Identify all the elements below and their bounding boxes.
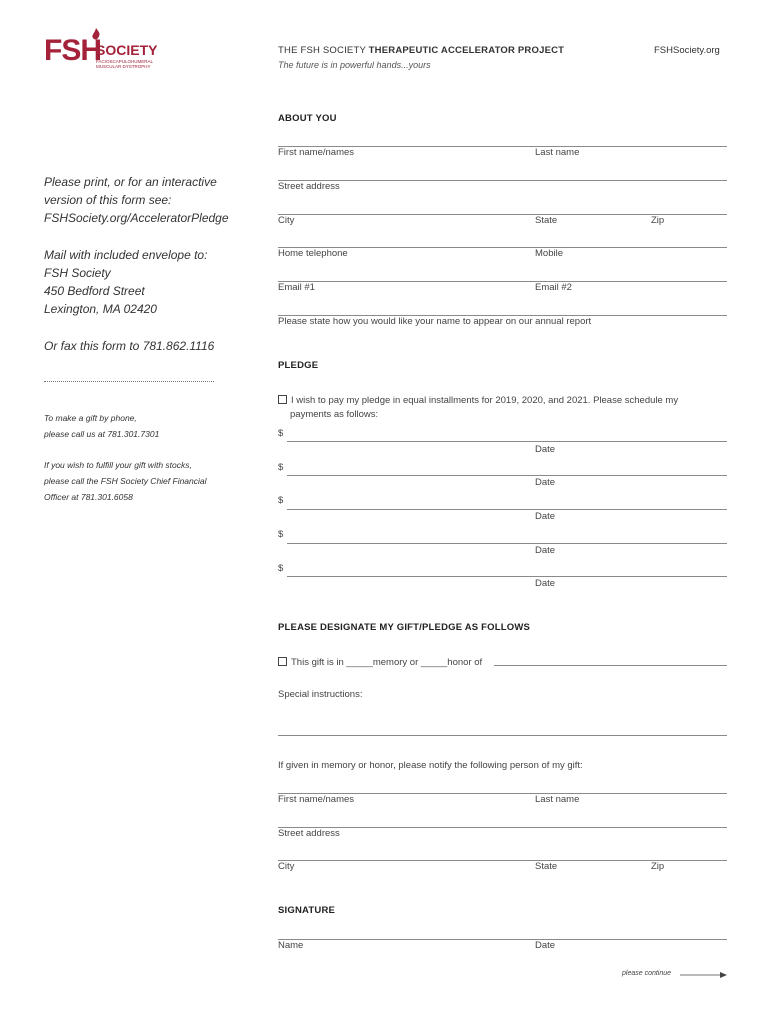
header-tagline: The future is in powerful hands...yours [278,60,431,70]
notify-first-name-field[interactable]: First name/names [278,794,355,805]
sidebar-print-line: version of this form see: [44,193,172,207]
payment-amount-field[interactable] [287,576,727,577]
sidebar-mail-info [44,246,207,318]
sidebar-stock-line: If you wish to fulfill your gift with stocks, [44,460,192,470]
header-site: FSHSociety.org [654,45,720,56]
memory-honor-option[interactable] [278,657,482,668]
dollar-sign: $ [278,428,284,439]
sidebar-stock-line: Officer at 781.301.6058 [44,492,133,502]
home-telephone-field[interactable]: Home telephone [278,248,348,259]
about-heading: ABOUT YOU [278,113,337,124]
sidebar-divider [44,381,214,382]
payment-date-label: Date [535,444,556,455]
header-title-bold: THERAPEUTIC ACCELERATOR PROJECT [368,45,565,56]
special-instructions-field[interactable] [278,735,727,736]
arrow-right-icon [680,970,728,980]
notify-label: If given in memory or honor, please notify the following person of my gift: [278,760,583,771]
logo-subtitle: FACIOSCAPULOHUMERAL MUSCULAR DYSTROPHY [96,59,153,69]
memory-honor-text: This gift is in _____memory or _____honor of [291,657,483,668]
sidebar-print-info [44,173,229,227]
payment-amount-field[interactable] [287,509,727,510]
notify-last-name-field[interactable]: Last name [535,794,580,805]
installments-option[interactable] [278,395,678,406]
notify-street-field[interactable]: Street address [278,828,340,839]
sidebar-fax: Or fax this form to 781.862.1116 [44,339,215,353]
honoree-field[interactable] [494,665,727,666]
payment-amount-field[interactable] [287,543,727,544]
payment-date-label: Date [535,578,556,589]
sidebar-mail-line: Mail with included envelope to: [44,248,208,262]
fsh-society-logo [44,28,174,74]
signature-name-label: Name [278,940,304,951]
installments-text: I wish to pay my pledge in equal installments for 2019, 2020, and 2021. Please schedule my [291,395,679,406]
signature-field[interactable] [278,939,727,940]
dollar-sign: $ [278,495,284,506]
payment-amount-field[interactable] [287,475,727,476]
sidebar-phone-line: To make a gift by phone, [44,413,137,423]
email-2-field[interactable]: Email #2 [535,282,572,293]
sidebar-mail-line: 450 Bedford Street [44,284,145,298]
sidebar-print-line: Please print, or for an interactive [44,175,217,189]
payment-amount-field[interactable] [287,441,727,442]
first-name-field[interactable]: First name/names [278,147,355,158]
dollar-sign: $ [278,563,284,574]
sidebar-print-link[interactable]: FSHSociety.org/AcceleratorPledge [44,211,229,225]
state-field[interactable]: State [535,215,558,226]
payment-date-label: Date [535,477,556,488]
signature-date-label: Date [535,940,556,951]
field-rule [278,180,727,181]
signature-heading: SIGNATURE [278,905,336,916]
sidebar-stock-line: please call the FSH Society Chief Financial [44,476,207,486]
logo-fsh: FSH [44,34,101,67]
dollar-sign: $ [278,529,284,540]
field-rule [278,281,727,282]
payment-date-label: Date [535,511,556,522]
header-title-prefix: THE FSH SOCIETY [278,45,366,56]
city-field[interactable]: City [278,215,295,226]
notify-state-field[interactable]: State [535,861,558,872]
dollar-sign: $ [278,462,284,473]
mobile-field[interactable]: Mobile [535,248,563,259]
sidebar-phone-line: please call us at 781.301.7301 [44,429,160,439]
memory-honor-checkbox[interactable] [278,657,287,666]
sidebar-mail-line: FSH Society [44,266,111,280]
special-instructions-label: Special instructions: [278,689,363,700]
annual-report-name-field[interactable]: Please state how you would like your name to appear on our annual report [278,316,592,327]
notify-zip-field[interactable]: Zip [651,861,665,872]
notify-city-field[interactable]: City [278,861,295,872]
street-address-field[interactable]: Street address [278,181,340,192]
pledge-heading: PLEDGE [278,360,319,371]
sidebar-stock-info [44,457,207,505]
email-1-field[interactable]: Email #1 [278,282,315,293]
designate-heading: PLEASE DESIGNATE MY GIFT/PLEDGE AS FOLLOWS [278,622,531,633]
installments-text-2: payments as follows: [290,409,379,420]
field-rule [278,827,727,828]
last-name-field[interactable]: Last name [535,147,580,158]
sidebar-phone-info [44,410,159,442]
please-continue: please continue [622,970,672,977]
logo-society: SOCIETY [96,42,158,58]
payment-date-label: Date [535,545,556,556]
header-title [278,45,564,56]
zip-field[interactable]: Zip [651,215,665,226]
installments-checkbox[interactable] [278,395,287,404]
sidebar-mail-line: Lexington, MA 02420 [44,302,157,316]
